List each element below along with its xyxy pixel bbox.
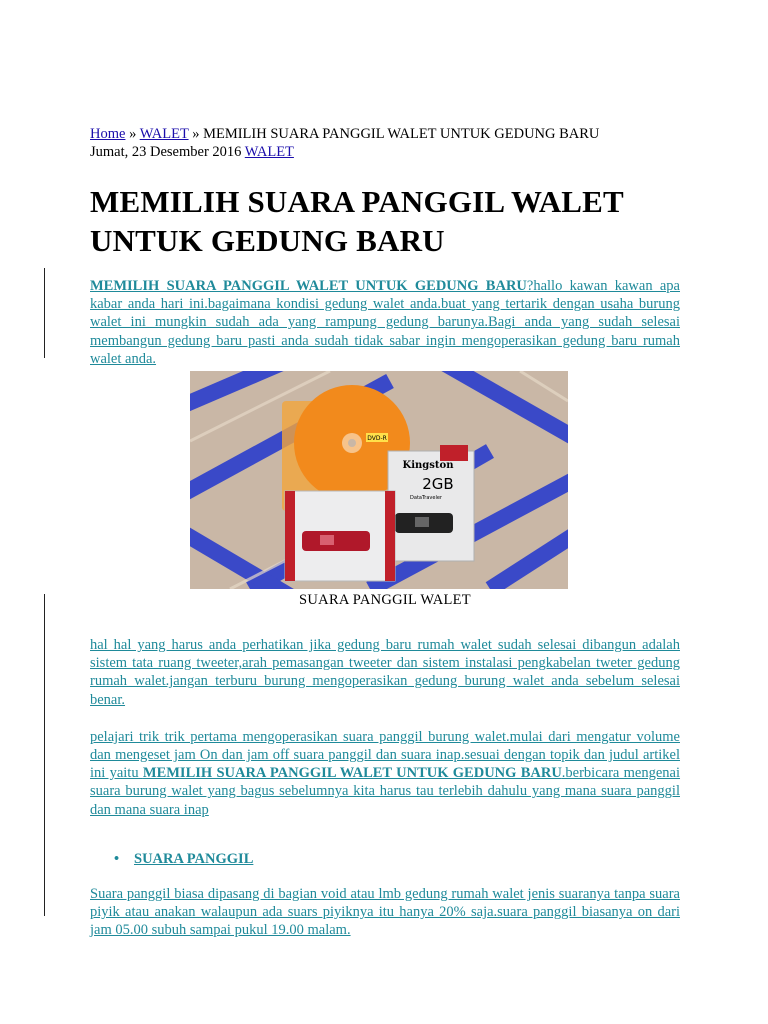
intro-paragraph: [90, 277, 680, 368]
usb-brand: Kingston: [402, 460, 454, 472]
breadcrumb-home-link[interactable]: Home: [90, 126, 126, 142]
breadcrumb: [90, 125, 680, 143]
intro-bold-title: MEMILIH SUARA PANGGIL WALET UNTUK GEDUNG BARU: [90, 278, 527, 294]
paragraph-3-text-a: pelajari trik trik pertama mengoperasikan suara panggil burung walet.mulai dari mengatur volume dan mengeset jam On dan jam off suara panggil dan suara inap.sesuai dengan topik dan judul artikel ini yaitu: [90, 728, 680, 782]
paragraph-2: hal hal yang harus anda perhatikan jika gedung baru rumah walet sudah selesai dibangun adalah sistem tata ruang tweeter,arah pemasangan tweeter dan sistem instalasi pengkabelan tweter gedung rumah walet.jangan terburu burung mengoperasikan gedung burung walet anda sebelum selesai benar.: [90, 637, 680, 708]
article-figure: [90, 371, 680, 609]
breadcrumb-separator: »: [125, 126, 140, 142]
article: [90, 125, 680, 939]
usb-size: 2GB: [422, 475, 454, 494]
bullet-marker: •: [114, 850, 120, 867]
usb-model: DataTraveler: [410, 495, 442, 502]
post-date: Jumat, 23 Desember 2016: [90, 144, 245, 160]
figure-caption: SUARA PANGGIL WALET: [299, 592, 471, 609]
paragraph-3: [90, 728, 680, 819]
usb-drive-red-icon: [302, 531, 370, 551]
page-title: MEMILIH SUARA PANGGIL WALET UNTUK GEDUNG BARU: [90, 184, 624, 258]
list-item: [114, 851, 680, 868]
post-meta: [90, 143, 680, 161]
margin-line-2: [44, 594, 45, 916]
post-category-link[interactable]: WALET: [244, 144, 294, 160]
margin-line-1: [44, 268, 45, 358]
paragraph-3-bold: MEMILIH SUARA PANGGIL WALET UNTUK GEDUNG BARU: [142, 765, 562, 782]
breadcrumb-current: MEMILIH SUARA PANGGIL WALET UNTUK GEDUNG BARU: [203, 126, 600, 142]
product-photo: [190, 371, 568, 589]
breadcrumb-category-link[interactable]: WALET: [139, 126, 189, 142]
intro-text: ?hallo kawan kawan apa kabar anda hari ini.bagaimana kondisi gedung walet anda.buat yang tertarik dengan usaha burung walet ini mungkin sudah ada yang rampung gedung barunya.Bagi anda yang sudah selesai membangun gedung baru pasti anda sudah tidak sabar ingin mengoperasikan gedung baru rumah walet anda.: [90, 278, 680, 367]
bullet-label: SUARA PANGGIL: [134, 850, 254, 867]
disc-label: DVD-R: [367, 435, 387, 443]
paragraph-3-text-b: .berbicara mengenai suara burung walet yang bagus sebelumnya kita harus tau terlebih dahulu yang mana suara panggil dan mana suara inap: [90, 765, 681, 818]
breadcrumb-separator: »: [188, 126, 204, 142]
paragraph-4: Suara panggil biasa dipasang di bagian void atau lmb gedung rumah walet jenis suaranya tanpa suara piyik atau anakan walaupun ada suars piyiknya itu hanya 20% saja.suara panggil biasanya on dari jam 05.00 subuh sampai pukul 19.00 malam.: [90, 885, 680, 939]
